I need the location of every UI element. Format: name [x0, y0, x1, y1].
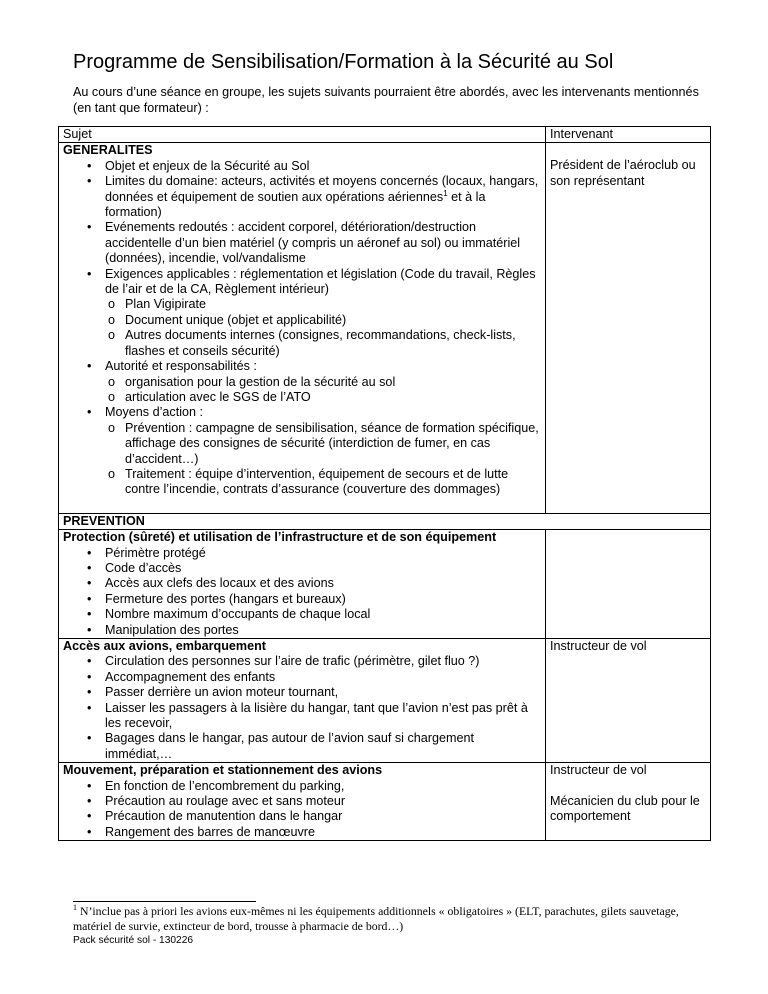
footnote	[73, 904, 713, 934]
list-item: • Accès aux clefs des locaux et des avions	[85, 576, 543, 591]
autorite-sublist	[105, 375, 543, 406]
spacer	[63, 498, 543, 513]
list-item: • Evénements redoutés : accident corporel, détérioration/destruction accidentelle d’un bien matériel (y compris un aéronef au sol) ou immatériel (données), incendie, vol/vandalisme	[85, 220, 543, 266]
intro-paragraph: Au cours d’une séance en groupe, les sujets suivants pourraient être abordés, avec les intervenants mentionnés (en tant que formateur) :	[73, 85, 699, 115]
sub-list-item: o articulation avec le SGS de l’ATO	[105, 390, 543, 405]
list-item: • Manipulation des portes	[85, 623, 543, 638]
generalites-cell	[59, 143, 546, 513]
acces-row	[59, 639, 711, 763]
list-item-text: Limites du domaine: acteurs, activités et moyens concernés (locaux, hangars, données et équipement de soutien aux opérations aériennes	[105, 174, 539, 204]
generalites-speaker: Président de l’aéroclub ou son représentant	[550, 158, 696, 188]
header-speaker: Intervenant	[546, 127, 711, 143]
sub-list-item: o Prévention : campagne de sensibilisation, séance de formation spécifique, affichage des consignes de sécurité (interdiction de fumer, en cas d’accident…)	[105, 421, 543, 467]
protection-list	[63, 546, 543, 638]
list-item	[85, 359, 543, 405]
list-item: • Bagages dans le hangar, pas autour de l’avion sauf si chargement immédiat,…	[85, 731, 543, 762]
exigences-sublist	[105, 297, 543, 359]
mouvement-speaker-1: Instructeur de vol	[550, 763, 647, 778]
list-item: • Nombre maximum d’occupants de chaque local	[85, 607, 543, 622]
list-item	[85, 405, 543, 497]
generalites-speaker-cell	[546, 143, 711, 513]
sub-list-item: o Autres documents internes (consignes, recommandations, check-lists, flashes et conseils sécurité)	[105, 328, 543, 359]
protection-row	[59, 530, 711, 639]
list-item: • Précaution de manutention dans le hangar	[85, 809, 543, 824]
list-item: • Passer derrière un avion moteur tournant,	[85, 685, 543, 700]
acces-heading: Accès aux avions, embarquement	[63, 639, 266, 653]
list-item-text: Autorité et responsabilités :	[105, 359, 257, 374]
mouvement-speaker-2: Mécanicien du club pour le comportement	[550, 793, 700, 824]
mouvement-list	[63, 779, 543, 841]
table-header-row	[59, 127, 711, 143]
spacer	[550, 143, 708, 158]
list-item: • Rangement des barres de manœuvre	[85, 825, 543, 840]
mouvement-cell	[59, 763, 546, 841]
list-item	[85, 267, 543, 359]
list-item: • Objet et enjeux de la Sécurité au Sol	[85, 159, 543, 174]
sub-list-item: o Plan Vigipirate	[105, 297, 543, 312]
list-item: • Accompagnement des enfants	[85, 670, 543, 685]
mouvement-speaker-cell	[546, 763, 711, 841]
footnote-text: N’inclue pas à priori les avions eux-mêmes ni les équipements additionnels « obligatoires » (ELT, parachutes, gilets sauvetage, matériel de survie, extincteur de bord, trousse à pharmacie de bord…)	[73, 904, 679, 933]
list-item-text-tail: et à la formation)	[105, 189, 486, 220]
acces-speaker: Instructeur de vol	[550, 639, 647, 653]
generalites-list	[63, 159, 543, 498]
header-subject: Sujet	[59, 127, 546, 143]
list-item	[85, 174, 543, 220]
mouvement-heading: Mouvement, préparation et stationnement des avions	[63, 763, 383, 778]
sub-list-item: o Traitement : équipe d’intervention, équipement de secours et de lutte contre l’incendie, contrats d’assurance (couverture des dommages)	[105, 467, 543, 498]
footnote-separator	[73, 901, 256, 902]
prevention-heading-row	[59, 513, 711, 529]
list-item: • Circulation des personnes sur l’aire de trafic (périmètre, gilet fluo ?)	[85, 654, 543, 669]
acces-cell	[59, 639, 546, 763]
list-item-text: Moyens d’action :	[105, 405, 204, 420]
footnote-mark: 1	[73, 903, 77, 913]
mouvement-row	[59, 763, 711, 841]
list-item-text: Exigences applicables : réglementation et législation (Code du travail, Règles de l’air et de la CA, Règlement intérieur)	[105, 266, 536, 297]
sub-list-item: o Document unique (objet et applicabilité)	[105, 313, 543, 328]
footnote-ref: 1	[443, 188, 448, 198]
program-table	[58, 126, 711, 841]
acces-speaker-cell	[546, 639, 711, 763]
protection-cell	[59, 530, 546, 639]
list-item: • Fermeture des portes (hangars et bureaux)	[85, 592, 543, 607]
sub-list-item: o organisation pour la gestion de la sécurité au sol	[105, 375, 543, 390]
page-title: Programme de Sensibilisation/Formation à la Sécurité au Sol	[73, 51, 614, 73]
list-item: • Périmètre protégé	[85, 546, 543, 561]
list-item: • Précaution au roulage avec et sans moteur	[85, 794, 543, 809]
prevention-heading: PREVENTION	[59, 513, 711, 529]
generalites-heading: GENERALITES	[63, 143, 153, 158]
list-item: • En fonction de l’encombrement du parking,	[85, 779, 543, 794]
protection-speaker-cell	[546, 530, 711, 639]
document-reference: Pack sécurité sol - 130226	[73, 935, 194, 946]
protection-heading: Protection (sûreté) et utilisation de l’infrastructure et de son équipement	[63, 530, 497, 545]
moyens-sublist	[105, 421, 543, 498]
spacer	[550, 779, 708, 794]
acces-list	[63, 654, 543, 762]
generalites-row	[59, 143, 711, 513]
list-item: • Code d’accès	[85, 561, 543, 576]
list-item: • Laisser les passagers à la lisière du hangar, tant que l’avion n’est pas prêt à les recevoir,	[85, 701, 543, 732]
